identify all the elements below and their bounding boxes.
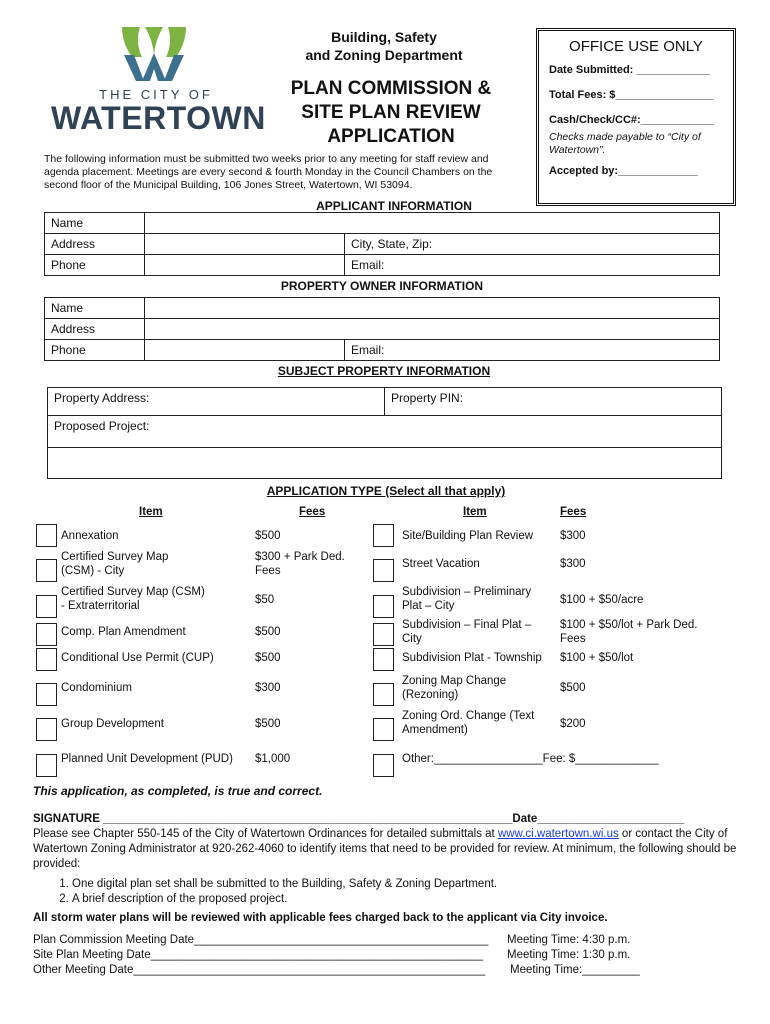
final-plat-checkbox[interactable]: [373, 623, 394, 646]
checks-payable-note: Checks made payable to “City of Watertown”.: [549, 131, 701, 156]
instructions-text-continued: or contact the City of Watertown Zoning Administrator at 920-262-4060 to identify items that need to be provided for review. At minimum, the following should be provided:: [33, 828, 737, 870]
applicant-heading: APPLICANT INFORMATION: [316, 199, 472, 213]
applicant-phone-field[interactable]: [145, 255, 345, 276]
owner-email-field[interactable]: Email:: [345, 340, 720, 361]
intro-paragraph: The following information must be submitted two weeks prior to any meeting for staff review and agenda placement. Meetings are every second & fourth Monday in the Council Chambers on the second floor of the Municipal Building, 106 Jones Street, Watertown, WI 53094.: [44, 153, 493, 191]
street-vacation-checkbox[interactable]: [373, 559, 394, 582]
property-address-field[interactable]: Property Address:: [48, 388, 385, 416]
other-meeting-date-field[interactable]: Other Meeting Date_______________________________________________________: [33, 964, 486, 976]
logo-city-text: THE CITY OF: [99, 87, 213, 102]
app-item-fee: $500: [560, 682, 586, 694]
conditional-use-permit-checkbox[interactable]: [36, 648, 57, 671]
annexation-checkbox[interactable]: [36, 524, 57, 547]
date-field[interactable]: _______________________: [537, 813, 685, 825]
csm-extraterritorial-checkbox[interactable]: [36, 595, 57, 618]
pud-checkbox[interactable]: [36, 754, 57, 777]
csm-city-checkbox[interactable]: [36, 559, 57, 582]
other-application-checkbox[interactable]: [373, 754, 394, 777]
app-item-fee: $500: [255, 530, 281, 542]
app-item-label: Condominium: [61, 682, 132, 694]
app-item-label: Certified Survey Map (CSM) - City: [61, 551, 169, 577]
group-development-checkbox[interactable]: [36, 718, 57, 741]
zoning-text-amendment-checkbox[interactable]: [373, 718, 394, 741]
total-fees-field[interactable]: Total Fees: $________________: [549, 89, 714, 101]
owner-phone-field[interactable]: [145, 340, 345, 361]
requirements-list: [52, 877, 497, 907]
watertown-logo-mark: [122, 27, 186, 83]
owner-table: [44, 297, 720, 361]
app-item-fee: $100 + $50/acre: [560, 594, 644, 606]
owner-address-field[interactable]: [145, 319, 720, 340]
app-item-label: Group Development: [61, 718, 164, 730]
plan-commission-meeting-date-field[interactable]: Plan Commission Meeting Date______________________________________________: [33, 934, 489, 946]
signature-label: SIGNATURE: [33, 813, 100, 825]
subject-table: [47, 387, 722, 479]
date-submitted-field[interactable]: Date Submitted: ____________: [549, 64, 710, 76]
app-item-label: Street Vacation: [402, 558, 480, 570]
preliminary-plat-checkbox[interactable]: [373, 595, 394, 618]
app-item-fee: $500: [255, 626, 281, 638]
app-item-label: Annexation: [61, 530, 119, 542]
condominium-checkbox[interactable]: [36, 683, 57, 706]
signature-block: [33, 812, 741, 872]
owner-heading: PROPERTY OWNER INFORMATION: [280, 279, 484, 293]
applicant-city-field[interactable]: City, State, Zip:: [345, 234, 720, 255]
app-item-label: Conditional Use Permit (CUP): [61, 652, 214, 664]
application-type-heading: APPLICATION TYPE (Select all that apply): [266, 484, 506, 498]
app-item-fee: $1,000: [255, 753, 291, 765]
app-item-fee: $500: [255, 718, 281, 730]
date-label: Date: [512, 813, 538, 825]
city-website-link[interactable]: www.ci.watertown.wi.us: [497, 828, 619, 840]
zoning-map-change-checkbox[interactable]: [373, 683, 394, 706]
payment-method-field[interactable]: Cash/Check/CC#:____________: [549, 114, 715, 126]
proposed-project-continued[interactable]: [48, 448, 722, 479]
plan-commission-meeting-time: Meeting Time: 4:30 p.m.: [507, 934, 631, 946]
app-item-fee: $300: [560, 558, 586, 570]
owner-address-label: Address: [45, 319, 145, 340]
applicant-phone-label: Phone: [45, 255, 145, 276]
township-plat-checkbox[interactable]: [373, 648, 394, 671]
owner-phone-label: Phone: [45, 340, 145, 361]
app-item-label: Comp. Plan Amendment: [61, 626, 186, 638]
app-item-label: Zoning Ord. Change (Text Amendment): [402, 710, 535, 736]
left-item-header: Item: [139, 506, 163, 518]
storm-water-notice: All storm water plans will be reviewed with applicable fees charged back to the applicant via City invoice.: [33, 912, 608, 924]
form-title: PLAN COMMISSION & SITE PLAN REVIEW APPLICATION: [290, 78, 492, 147]
other-meeting-time-field[interactable]: Meeting Time:_________: [510, 964, 640, 976]
app-item-fee: $500: [255, 652, 281, 664]
app-item-fee: $300: [255, 682, 281, 694]
app-item-fee: $300: [560, 530, 586, 542]
signature-field[interactable]: ________________________________________________________________: [103, 813, 513, 825]
app-item-label: Certified Survey Map (CSM) - Extraterritorial: [61, 586, 205, 612]
owner-name-field[interactable]: [145, 298, 720, 319]
app-item-label: Site/Building Plan Review: [402, 530, 534, 542]
applicant-table: [44, 212, 720, 276]
applicant-address-field[interactable]: [145, 234, 345, 255]
app-item-fee: $100 + $50/lot: [560, 652, 634, 664]
requirement-item: 1. One digital plan set shall be submitted to the Building, Safety & Zoning Department.: [72, 877, 497, 892]
applicant-email-field[interactable]: Email:: [345, 255, 720, 276]
owner-name-label: Name: [45, 298, 145, 319]
accepted-by-field[interactable]: Accepted by:_____________: [549, 165, 698, 177]
subject-heading: SUBJECT PROPERTY INFORMATION: [277, 364, 491, 378]
app-item-fee: $100 + $50/lot + Park Ded. Fees: [560, 619, 698, 645]
office-use-title: OFFICE USE ONLY: [569, 38, 703, 55]
certification-statement: This application, as completed, is true and correct.: [33, 784, 323, 798]
other-application-field[interactable]: Other:_________________Fee: $_____________: [402, 753, 659, 765]
applicant-name-field[interactable]: [145, 213, 720, 234]
app-item-fee: $200: [560, 718, 586, 730]
app-item-label: Subdivision – Preliminary Plat – City: [402, 586, 532, 612]
applicant-address-label: Address: [45, 234, 145, 255]
site-plan-meeting-time: Meeting Time: 1:30 p.m.: [507, 949, 631, 961]
app-item-label: Subdivision Plat - Township: [402, 652, 542, 664]
applicant-name-label: Name: [45, 213, 145, 234]
left-fees-header: Fees: [299, 506, 326, 518]
instructions-text: Please see Chapter 550-145 of the City of Watertown Ordinances for detailed submittals at: [33, 828, 498, 840]
app-item-label: Planned Unit Development (PUD): [61, 753, 233, 765]
office-use-box: [536, 28, 736, 206]
comp-plan-amendment-checkbox[interactable]: [36, 623, 57, 646]
property-pin-field[interactable]: Property PIN:: [385, 388, 722, 416]
proposed-project-field[interactable]: Proposed Project:: [48, 416, 722, 448]
app-item-fee: $300 + Park Ded. Fees: [255, 551, 345, 577]
logo-city-name: WATERTOWN: [51, 100, 266, 136]
right-fees-header: Fees: [560, 506, 587, 518]
department-name: Building, Safety and Zoning Department: [305, 29, 463, 63]
app-item-label: Subdivision – Final Plat – City: [402, 619, 532, 645]
site-building-plan-checkbox[interactable]: [373, 524, 394, 547]
app-item-label: Zoning Map Change (Rezoning): [402, 675, 507, 701]
app-item-fee: $50: [255, 594, 275, 606]
right-item-header: Item: [463, 506, 487, 518]
site-plan-meeting-date-field[interactable]: Site Plan Meeting Date____________________________________________________: [33, 949, 484, 961]
requirement-item: 2. A brief description of the proposed project.: [72, 892, 497, 907]
